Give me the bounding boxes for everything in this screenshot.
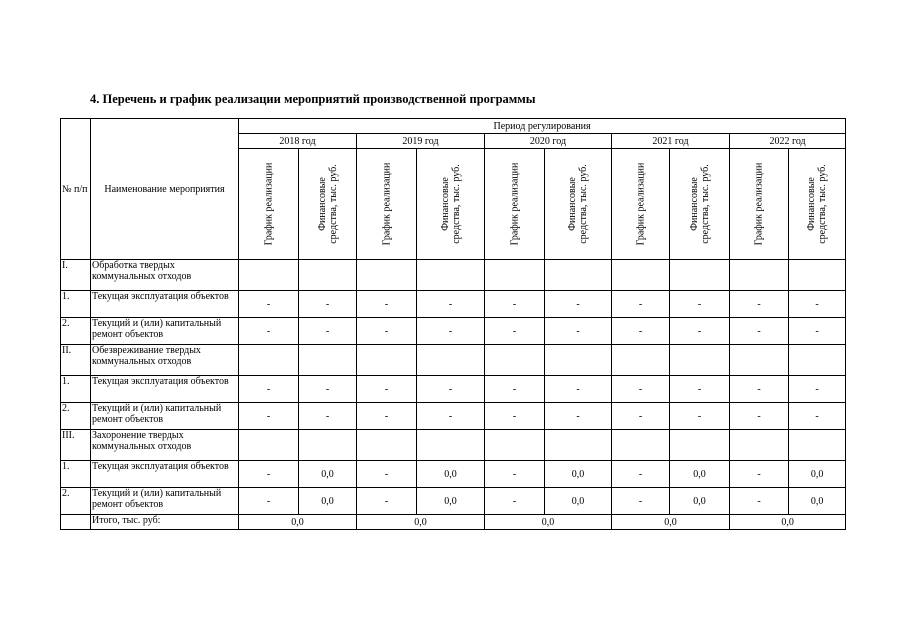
empty-cell <box>239 345 299 376</box>
value-cell: - <box>730 403 789 430</box>
header-year-2021: 2021 год <box>612 134 730 149</box>
empty-cell <box>612 430 670 461</box>
value-cell: 0,0 <box>670 461 730 488</box>
empty-cell <box>357 430 417 461</box>
value-cell: - <box>299 291 357 318</box>
total-value: 0,0 <box>485 515 612 530</box>
value-cell: - <box>357 318 417 345</box>
section-name: Захоронение твердых коммунальных отходов <box>91 430 239 461</box>
header-schedule: График реализации <box>730 149 789 260</box>
value-cell: - <box>612 318 670 345</box>
value-cell: - <box>670 318 730 345</box>
empty-cell <box>670 260 730 291</box>
value-cell: - <box>545 376 612 403</box>
empty-cell <box>545 345 612 376</box>
header-name: Наименование мероприятия <box>91 119 239 260</box>
value-cell: - <box>485 403 545 430</box>
header-year-2022: 2022 год <box>730 134 846 149</box>
row-name: Текущая эксплуатация объектов <box>91 461 239 488</box>
header-schedule: График реализации <box>612 149 670 260</box>
empty-cell <box>299 260 357 291</box>
value-cell: - <box>612 376 670 403</box>
row-name: Текущая эксплуатация объектов <box>91 291 239 318</box>
empty-cell <box>730 345 789 376</box>
value-cell: - <box>670 376 730 403</box>
value-cell: - <box>357 488 417 515</box>
total-row <box>61 515 846 530</box>
empty-cell <box>789 430 846 461</box>
empty-cell <box>417 260 485 291</box>
value-cell: - <box>485 376 545 403</box>
value-cell: - <box>485 291 545 318</box>
table-row <box>61 318 846 345</box>
header-year-2019: 2019 год <box>357 134 485 149</box>
empty-cell <box>357 345 417 376</box>
value-cell: - <box>612 488 670 515</box>
value-cell: - <box>485 488 545 515</box>
header-finance: Финансовые средства, тыс. руб. <box>789 149 846 260</box>
value-cell: - <box>299 376 357 403</box>
empty-cell <box>239 430 299 461</box>
header-period: Период регулирования <box>239 119 846 134</box>
value-cell: - <box>417 376 485 403</box>
value-cell: 0,0 <box>299 461 357 488</box>
row-name: Текущий и (или) капитальный ремонт объектов <box>91 488 239 515</box>
table-row <box>61 461 846 488</box>
header-schedule: График реализации <box>485 149 545 260</box>
section-name: Обработка твердых коммунальных отходов <box>91 260 239 291</box>
value-cell: - <box>670 403 730 430</box>
value-cell: - <box>417 291 485 318</box>
empty-cell <box>612 345 670 376</box>
value-cell: - <box>612 291 670 318</box>
header-finance: Финансовые средства, тыс. руб. <box>670 149 730 260</box>
header-number: № п/п <box>61 119 91 260</box>
value-cell: - <box>357 461 417 488</box>
section-number: I. <box>61 260 91 291</box>
value-cell: - <box>730 461 789 488</box>
empty-cell <box>730 430 789 461</box>
value-cell: 0,0 <box>545 488 612 515</box>
table-body <box>61 260 846 530</box>
header-year-2018: 2018 год <box>239 134 357 149</box>
value-cell: - <box>545 403 612 430</box>
empty-cell <box>485 430 545 461</box>
value-cell: - <box>417 403 485 430</box>
value-cell: - <box>730 376 789 403</box>
empty-cell <box>417 345 485 376</box>
empty-cell <box>545 430 612 461</box>
value-cell: - <box>239 291 299 318</box>
row-name: Текущий и (или) капитальный ремонт объектов <box>91 318 239 345</box>
empty-cell <box>670 430 730 461</box>
value-cell: - <box>485 461 545 488</box>
value-cell: - <box>239 488 299 515</box>
header-finance: Финансовые средства, тыс. руб. <box>417 149 485 260</box>
row-number: 2. <box>61 403 91 430</box>
value-cell: - <box>239 376 299 403</box>
total-label: Итого, тыс. руб: <box>91 515 239 530</box>
document-title: 4. Перечень и график реализации мероприятий производственной программы <box>90 92 536 106</box>
value-cell: - <box>299 403 357 430</box>
value-cell: - <box>612 461 670 488</box>
value-cell: - <box>670 291 730 318</box>
empty-cell <box>299 430 357 461</box>
row-name: Текущая эксплуатация объектов <box>91 376 239 403</box>
value-cell: - <box>357 376 417 403</box>
header-finance: Финансовые средства, тыс. руб. <box>545 149 612 260</box>
value-cell: - <box>730 318 789 345</box>
table-row <box>61 376 846 403</box>
section-number: III. <box>61 430 91 461</box>
row-number: 2. <box>61 318 91 345</box>
table-row <box>61 403 846 430</box>
value-cell: - <box>239 318 299 345</box>
value-cell: - <box>357 403 417 430</box>
value-cell: 0,0 <box>417 488 485 515</box>
total-value: 0,0 <box>357 515 485 530</box>
header-schedule: График реализации <box>357 149 417 260</box>
empty-cell <box>61 515 91 530</box>
empty-cell <box>789 260 846 291</box>
row-number: 1. <box>61 376 91 403</box>
value-cell: - <box>545 291 612 318</box>
value-cell: - <box>417 318 485 345</box>
row-number: 1. <box>61 461 91 488</box>
empty-cell <box>670 345 730 376</box>
value-cell: 0,0 <box>789 488 846 515</box>
empty-cell <box>239 260 299 291</box>
section-row <box>61 345 846 376</box>
empty-cell <box>485 345 545 376</box>
row-number: 2. <box>61 488 91 515</box>
value-cell: - <box>789 318 846 345</box>
empty-cell <box>357 260 417 291</box>
value-cell: - <box>789 376 846 403</box>
header-schedule: График реализации <box>239 149 299 260</box>
value-cell: - <box>299 318 357 345</box>
empty-cell <box>612 260 670 291</box>
value-cell: - <box>545 318 612 345</box>
table-row <box>61 291 846 318</box>
empty-cell <box>789 345 846 376</box>
value-cell: - <box>789 291 846 318</box>
value-cell: 0,0 <box>789 461 846 488</box>
value-cell: - <box>730 488 789 515</box>
section-row <box>61 260 846 291</box>
row-number: 1. <box>61 291 91 318</box>
section-number: II. <box>61 345 91 376</box>
header-finance: Финансовые средства, тыс. руб. <box>299 149 357 260</box>
empty-cell <box>417 430 485 461</box>
value-cell: 0,0 <box>299 488 357 515</box>
section-row <box>61 430 846 461</box>
value-cell: - <box>239 403 299 430</box>
total-value: 0,0 <box>612 515 730 530</box>
empty-cell <box>545 260 612 291</box>
value-cell: 0,0 <box>417 461 485 488</box>
value-cell: - <box>612 403 670 430</box>
program-table <box>60 118 846 530</box>
table-row <box>61 488 846 515</box>
value-cell: - <box>730 291 789 318</box>
value-cell: - <box>485 318 545 345</box>
value-cell: - <box>357 291 417 318</box>
value-cell: 0,0 <box>670 488 730 515</box>
total-value: 0,0 <box>730 515 846 530</box>
empty-cell <box>299 345 357 376</box>
total-value: 0,0 <box>239 515 357 530</box>
value-cell: 0,0 <box>545 461 612 488</box>
value-cell: - <box>239 461 299 488</box>
section-name: Обезвреживание твердых коммунальных отходов <box>91 345 239 376</box>
empty-cell <box>485 260 545 291</box>
header-year-2020: 2020 год <box>485 134 612 149</box>
row-name: Текущий и (или) капитальный ремонт объектов <box>91 403 239 430</box>
value-cell: - <box>789 403 846 430</box>
empty-cell <box>730 260 789 291</box>
